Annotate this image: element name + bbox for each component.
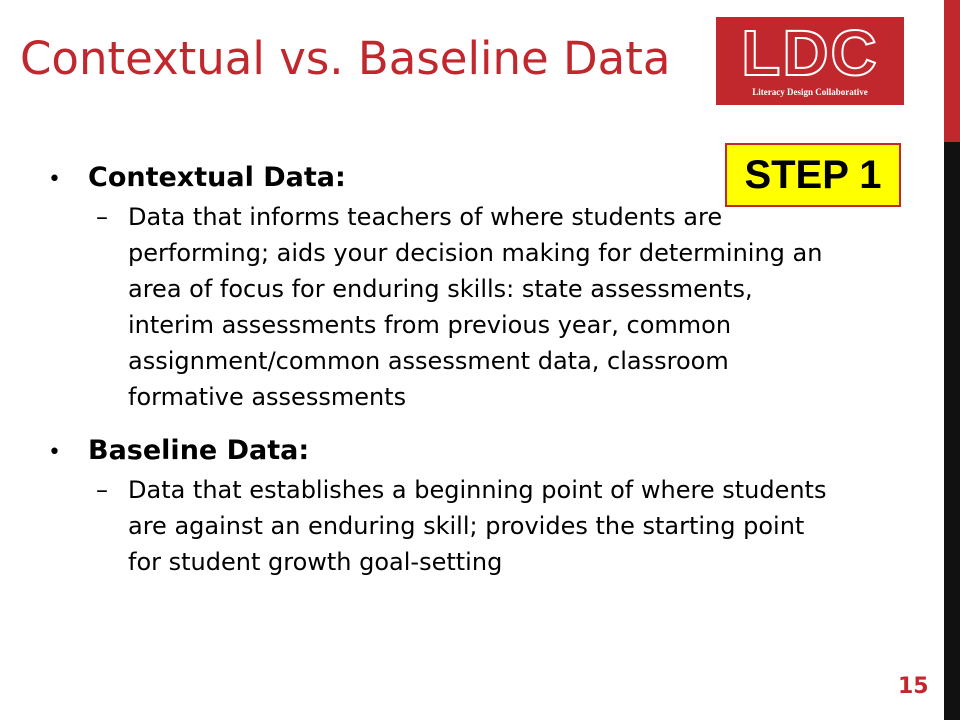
dash-icon: – <box>96 203 108 231</box>
side-accent-bar-red <box>944 0 960 142</box>
bullet-heading: Contextual Data: <box>88 162 346 193</box>
sub-bullet-text: Data that establishes a beginning point of where students are against an enduring skill; provides the starting point for student growth goal-setting <box>128 476 827 576</box>
slide-content <box>48 162 838 580</box>
page-number: 15 <box>898 674 929 699</box>
sub-bullet-contextual <box>48 199 838 415</box>
bullet-contextual <box>48 162 838 193</box>
bullet-dot-icon: • <box>48 440 61 465</box>
bullet-dot-icon: • <box>48 167 61 192</box>
ldc-logo <box>716 17 904 105</box>
side-accent-bar-dark <box>944 142 960 720</box>
slide-title: Contextual vs. Baseline Data <box>20 32 671 85</box>
sub-bullet-text: Data that informs teachers of where students are performing; aids your decision making for determining an area of focus for enduring skills: state assessments, interim assessments from previous year, common assignment/common assessment data, classroom formative assessments <box>128 203 823 411</box>
step-badge: STEP 1 <box>725 143 901 207</box>
logo-caption: Literacy Design Collaborative <box>752 87 868 97</box>
dash-icon: – <box>96 476 108 504</box>
logo-letters: LDC <box>741 17 879 89</box>
bullet-baseline <box>48 435 838 466</box>
bullet-heading: Baseline Data: <box>88 435 310 466</box>
sub-bullet-baseline <box>48 472 838 580</box>
